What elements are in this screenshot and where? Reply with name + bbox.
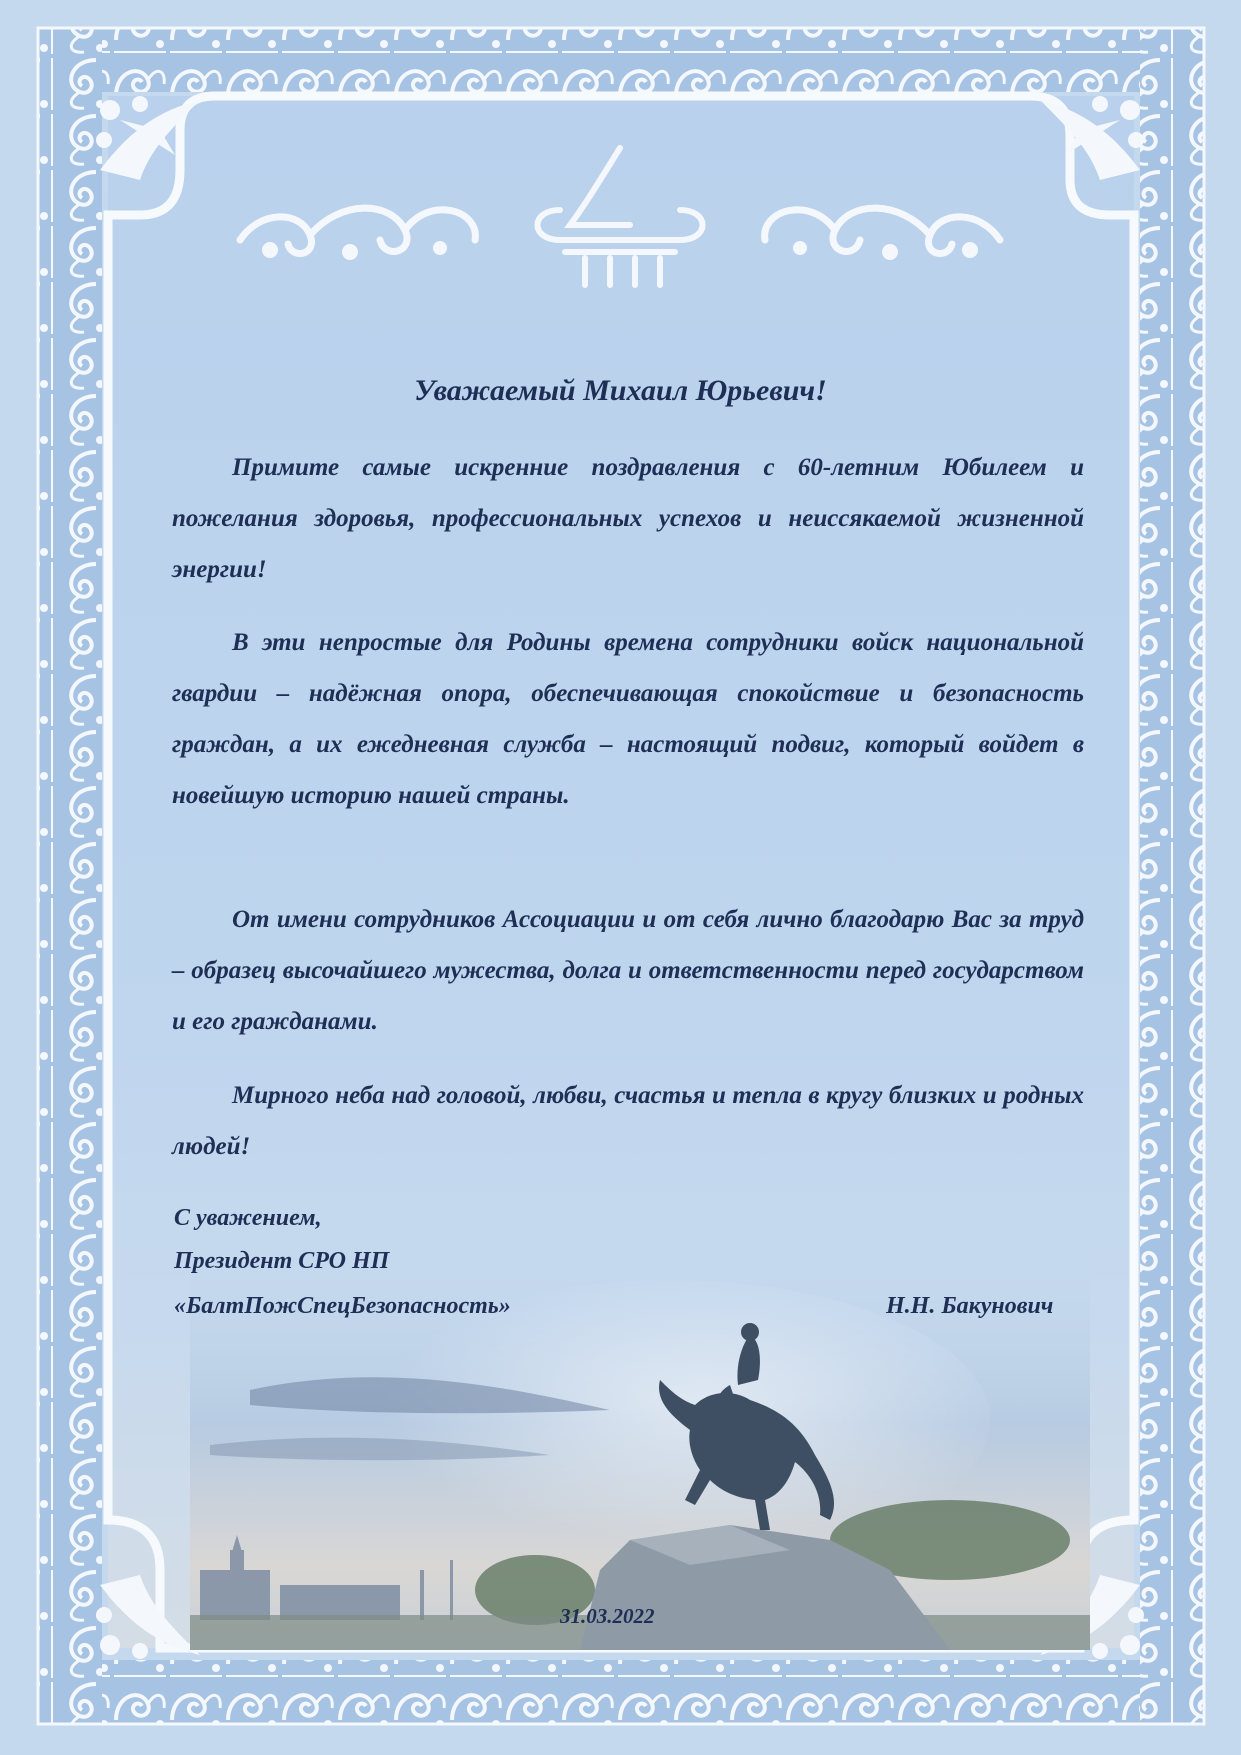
signer-name: Н.Н. Бакунович: [886, 1293, 1054, 1319]
signature-organization: «БалтПожСпецБезопасность»: [174, 1293, 511, 1319]
letter-greeting: Уважаемый Михаил Юрьевич!: [414, 374, 827, 407]
paragraph-national-guard: В эти непростые для Родины времена сотрудники войск национальной гвардии – надёжная опора, обеспечивающая спокойствие и безопасность граждан, а их ежедневная служба – настоящий подвиг, который войдет в новейшую историю нашей страны.: [172, 629, 1084, 809]
letter-date: 31.03.2022: [560, 1604, 655, 1628]
paragraph-wishes: Мирного неба над головой, любви, счастья и тепла в кругу близких и родных людей!: [172, 1082, 1084, 1160]
paragraph-gratitude: От имени сотрудников Ассоциации и от себя лично благодарю Вас за труд – образец высочайшего мужества, долга и ответственности перед государством и его гражданами.: [172, 906, 1084, 1035]
corner-ornament-bottom-left: [96, 1575, 200, 1659]
sail-emblem-icon: [538, 148, 703, 285]
paragraph-congratulations: Примите самые искренние поздравления с 60-летним Юбилеем и пожелания здоровья, профессиональных успехов и неиссякаемой жизненной энергии!: [172, 454, 1084, 583]
signature-position: Президент СРО НП: [174, 1248, 390, 1274]
signature-closing: С уважением,: [174, 1205, 322, 1231]
top-ornament: [230, 140, 1010, 290]
corner-ornament-top-right: [1040, 96, 1144, 180]
